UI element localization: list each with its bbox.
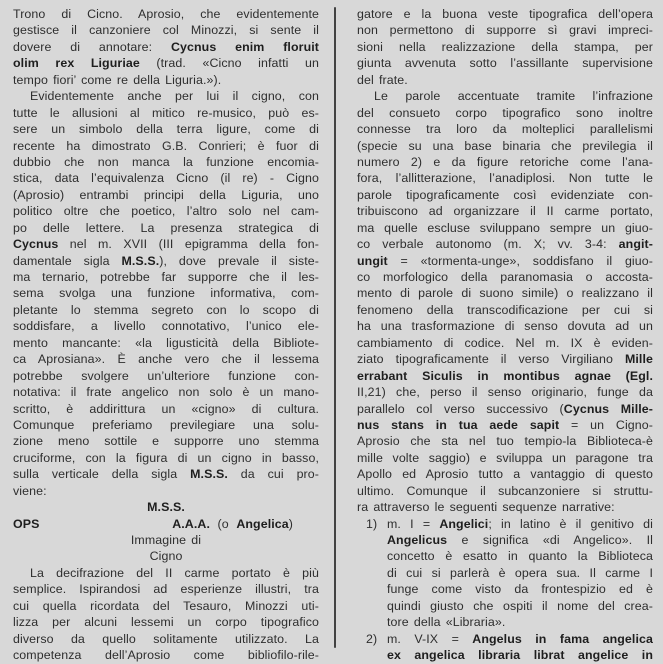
text-segment: ma quelle escluse sviluppano sempre un giuo- (357, 220, 653, 235)
text-segment: pletante lo stemma segreto con lo scopo di (13, 302, 319, 317)
text-line (357, 55, 653, 71)
text-line (13, 236, 319, 252)
text-line (357, 466, 653, 482)
text-line (13, 351, 319, 367)
text-segment: ha una trasformazione di senso dovuta ad un (357, 319, 653, 334)
bold-text-segment: Angelici (439, 516, 489, 531)
text-segment: diverso da quello solitamente utilizzato. La (13, 631, 319, 646)
sigla-left (13, 516, 39, 532)
text-line (13, 154, 319, 170)
text-line (357, 138, 653, 154)
text-line (357, 614, 653, 630)
text-segment: notativa: il frate angelico non solo è un mano- (13, 385, 319, 400)
text-line (13, 647, 319, 663)
text-segment: Evidentemente anche per lui il cigno, con (30, 89, 319, 104)
text-line (357, 6, 653, 22)
text-line (357, 220, 653, 236)
list-marker: 2) (366, 631, 378, 646)
text-segment: giunta avvenuta sotto l’assillante supervisione (357, 56, 653, 71)
text-segment: competenza dell’Aprosio come bibliofilo-rile- (13, 648, 319, 663)
right-column (357, 6, 653, 664)
text-segment: numero 2) e da figure retoriche come l’ana- (357, 154, 653, 169)
text-segment: potrebbe svolgere un’ulteriore funzione con- (13, 368, 319, 383)
column-divider (334, 7, 336, 648)
text-segment: m. I = (387, 516, 440, 531)
text-line (13, 318, 319, 334)
text-line (13, 55, 319, 71)
bold-text-segment: ex angelica libraria librat angelice in (387, 648, 653, 663)
text-line (357, 39, 653, 55)
text-segment: damentale sigla (13, 253, 122, 268)
bold-text-segment: errabant Siculis in montibus agnae (Egl. (357, 368, 653, 383)
text-segment: co verbale autonomo (m. X; vv. 3-4: (357, 237, 619, 252)
text-segment: nel m. XVII (III epigramma della fon- (58, 237, 319, 252)
text-line (357, 253, 653, 269)
text-line (13, 335, 319, 351)
text-line (357, 647, 653, 663)
text-segment: ca Aprosiana». È anche vero che il lessema (13, 352, 319, 367)
text-line (357, 302, 653, 318)
text-line (13, 302, 319, 318)
bold-text-segment: Cycnus enim floruit (170, 39, 319, 54)
text-segment: sioni nella realizzazione della stampa, per (357, 39, 653, 54)
text-line (13, 417, 319, 433)
text-segment: e significa «di Angelico». Il (447, 533, 653, 547)
centered-line (13, 499, 319, 515)
text-segment: (trad. «Cicno infatti un (139, 56, 319, 71)
text-line (357, 105, 653, 121)
text-segment: Trono di Cicno. Aprosio, che evidentemente (13, 7, 319, 21)
text-line (357, 368, 653, 384)
text-segment: tempo fiori’ come re della Liguria.»). (13, 72, 222, 87)
text-segment: II,21) che, perso il senso originario, funge da (357, 385, 653, 400)
text-segment: del consueto corpo tipografico sono inoltre (357, 105, 653, 120)
text-segment: da cui pro- (227, 467, 319, 482)
text-segment: tribuiscono ad organizzare il II carme portato, (357, 204, 653, 219)
centered-line (13, 532, 319, 548)
text-line (13, 170, 319, 186)
text-segment: fenomeno della transcodificazione per cui si (357, 302, 653, 317)
text-segment: dovere di annotare: (13, 39, 171, 54)
text-line (357, 499, 653, 515)
text-segment: cambiamento di codice. Nel m. IX è eviden- (357, 335, 653, 350)
text-line (13, 220, 319, 236)
text-line (357, 351, 653, 367)
text-line (357, 203, 653, 219)
bold-text-segment: olim rex Liguriae (13, 56, 140, 71)
text-segment: m. V-IX = (387, 631, 473, 646)
text-segment: viene: (13, 483, 47, 498)
text-segment: fora, l’allitterazione, l’anadiplosi. Non tutte le (357, 171, 653, 186)
text-line (357, 401, 653, 417)
text-segment: gestisce il canzoniere col Minozzi, si sente il (13, 23, 319, 38)
text-segment: Aprosio che sta nel tuo tempio-la Biblioteca-è (357, 434, 653, 449)
text-line (357, 318, 653, 334)
text-segment: (specie su una base binaria che previlegia il (357, 138, 653, 153)
text-segment: connesse tra loro da molteplici parallelismi (357, 122, 653, 137)
text-line (13, 88, 319, 104)
text-segment: cui quella ricordata del Tesauro, Minozzi uti- (13, 598, 319, 613)
bold-text-segment: M.S.S. (147, 500, 185, 515)
left-column (13, 6, 319, 664)
text-segment: di cui si parlerà è opera sua. Il carme I (387, 565, 653, 580)
bold-text-segment: M.S.S. (121, 253, 160, 268)
text-segment: = «tormenta-unge», soddisfano il giuo- (387, 253, 653, 268)
text-segment: politico oltre che poetico, l’altro solo nel cam- (13, 204, 319, 219)
text-line (357, 335, 653, 351)
text-segment: sere un simbolo della terra ligure, come di (13, 122, 319, 137)
text-segment: po delle lettere. La presenza strategica di (13, 220, 319, 235)
text-segment: (Aprosio) entrambi principi della Liguria, uno (13, 187, 319, 202)
text-line (13, 6, 319, 22)
text-segment: recente ha dimostrato G.B. Conrieri; è fuor di (13, 138, 319, 153)
text-line (13, 138, 319, 154)
text-segment: (o (210, 516, 237, 531)
text-line (13, 72, 319, 88)
text-segment: = un Cigno- (559, 417, 653, 432)
bold-text-segment: Angelus in fama angelica (472, 631, 653, 646)
text-line (13, 401, 319, 417)
text-segment: parallelo col verso successivo ( (357, 401, 564, 416)
text-segment: mento mancante: «la ligusticità della Bibliote- (13, 335, 319, 350)
bold-text-segment: A.A.A. (172, 516, 210, 531)
text-line (357, 22, 653, 38)
text-line (357, 72, 653, 88)
centered-line (13, 548, 319, 564)
text-line (357, 450, 653, 466)
text-line (357, 532, 653, 548)
text-line (13, 22, 319, 38)
text-segment: gatore e la buona veste tipografica dell’opera (357, 7, 653, 21)
text-segment: scritto, è addirittura un «cigno» di cultura. (13, 401, 319, 416)
text-line (13, 614, 319, 630)
text-segment: parole tipograficamente così evidenziate con- (357, 187, 653, 202)
text-line (357, 170, 653, 186)
text-line (13, 598, 319, 614)
text-segment: dubbio che non manca la funzione encomia- (13, 154, 319, 169)
text-line (357, 88, 653, 104)
text-segment: ), dove prevale il siste- (159, 253, 319, 268)
text-segment: sulla verticale della sigla (13, 467, 191, 482)
bold-text-segment: Cycnus (13, 237, 59, 252)
text-segment: ra attraverso le seguenti sequenze narrative: (357, 500, 615, 515)
text-line (357, 433, 653, 449)
text-segment: sema svolga una funzione informativa, com- (13, 286, 319, 301)
bold-text-segment: ungit (357, 253, 388, 268)
bold-text-segment: Angelica (236, 516, 289, 531)
text-segment: quindi giusto che ospiti il nome del crea- (387, 598, 653, 613)
text-line (357, 236, 653, 252)
text-line (357, 121, 653, 137)
text-segment: del frate. (357, 72, 408, 87)
text-segment: soddisfare, a livello connotativo, l’unico ele- (13, 319, 319, 334)
bold-text-segment: nus stans in tua aede sapit (357, 417, 560, 432)
bold-text-segment: OPS (13, 516, 40, 531)
text-segment: zione meno sottile e supporre uno stemma (13, 434, 319, 449)
text-segment: Cigno (149, 549, 183, 564)
text-line (357, 187, 653, 203)
text-line (357, 581, 653, 597)
text-segment: Comunque preferiamo previlegiare una solu- (13, 417, 319, 432)
text-segment: Apollo ed Aprosio tutto a vantaggio di questo (357, 467, 653, 482)
text-line (13, 581, 319, 597)
text-line (13, 285, 319, 301)
text-segment: Immagine di (130, 533, 202, 547)
text-line (13, 450, 319, 466)
text-segment: ziato tipograficamente il verso Virgiliano (357, 352, 625, 367)
text-segment: mento di parole di suono simile) o realizzano il (357, 286, 653, 301)
list-marker: 1) (366, 516, 378, 531)
list-item-line (357, 516, 653, 532)
text-segment: cruciforme, con la figura di un cigno in basso, (13, 450, 319, 465)
text-line (357, 548, 653, 564)
text-segment: Le parole accentuate tramite l’infrazione (374, 89, 653, 104)
text-segment: concetto è esatto in quanto la Biblioteca (387, 549, 653, 564)
text-line (13, 631, 319, 647)
text-segment: lizza per alcuni lessemi un corpo tipografico (13, 615, 319, 630)
text-line (13, 433, 319, 449)
bold-text-segment: M.S.S. (190, 467, 228, 482)
sigla-right (172, 516, 293, 532)
text-line (357, 565, 653, 581)
text-line (357, 285, 653, 301)
bold-text-segment: angit- (618, 237, 653, 252)
text-segment: tutte le allusioni al mitico re-musico, può es- (13, 105, 319, 120)
text-line (13, 384, 319, 400)
text-line (357, 269, 653, 285)
text-line (13, 121, 319, 137)
text-segment: ) (288, 516, 293, 531)
text-line (13, 368, 319, 384)
text-segment: ultimo. Comunque il subcanzoniere si struttu- (357, 483, 653, 498)
text-segment: stica, data l’equivalenza Cicno (il re) - Cigno (13, 171, 319, 186)
list-item-line (357, 631, 653, 647)
text-line (13, 483, 319, 499)
text-line (13, 269, 319, 285)
text-line (13, 105, 319, 121)
text-line (13, 187, 319, 203)
text-line (357, 384, 653, 400)
text-segment: mille volte saggio) e sviluppa un paragone tra (357, 450, 653, 465)
text-segment: co morfologico della paranomasia o accosta- (357, 270, 653, 284)
bold-text-segment: Cycnus Mille- (563, 401, 653, 416)
text-line (13, 39, 319, 55)
text-segment: ; in latino è il genitivo di (488, 516, 653, 531)
bold-text-segment: Angelicus (387, 533, 448, 547)
text-segment: funge come visto da frontespizio ed è (387, 582, 653, 597)
bold-text-segment: Mille (624, 352, 653, 367)
text-line (13, 253, 319, 269)
text-line (13, 203, 319, 219)
text-line (357, 154, 653, 170)
text-line (13, 565, 319, 581)
sigla-row (13, 516, 319, 532)
text-segment: non permettono di supporre sì gravi impreci- (357, 23, 653, 38)
text-segment: La decifrazione del II carme portato è più (30, 565, 319, 580)
text-segment: ma ternario, potrebbe far supporre che il les- (13, 270, 319, 284)
text-line (357, 417, 653, 433)
text-line (357, 483, 653, 499)
text-segment: semplice. Ispirandosi ad esperienze illustri, tra (13, 582, 319, 597)
text-line (13, 466, 319, 482)
text-line (357, 598, 653, 614)
text-segment: tore della «Libraria». (387, 615, 506, 630)
